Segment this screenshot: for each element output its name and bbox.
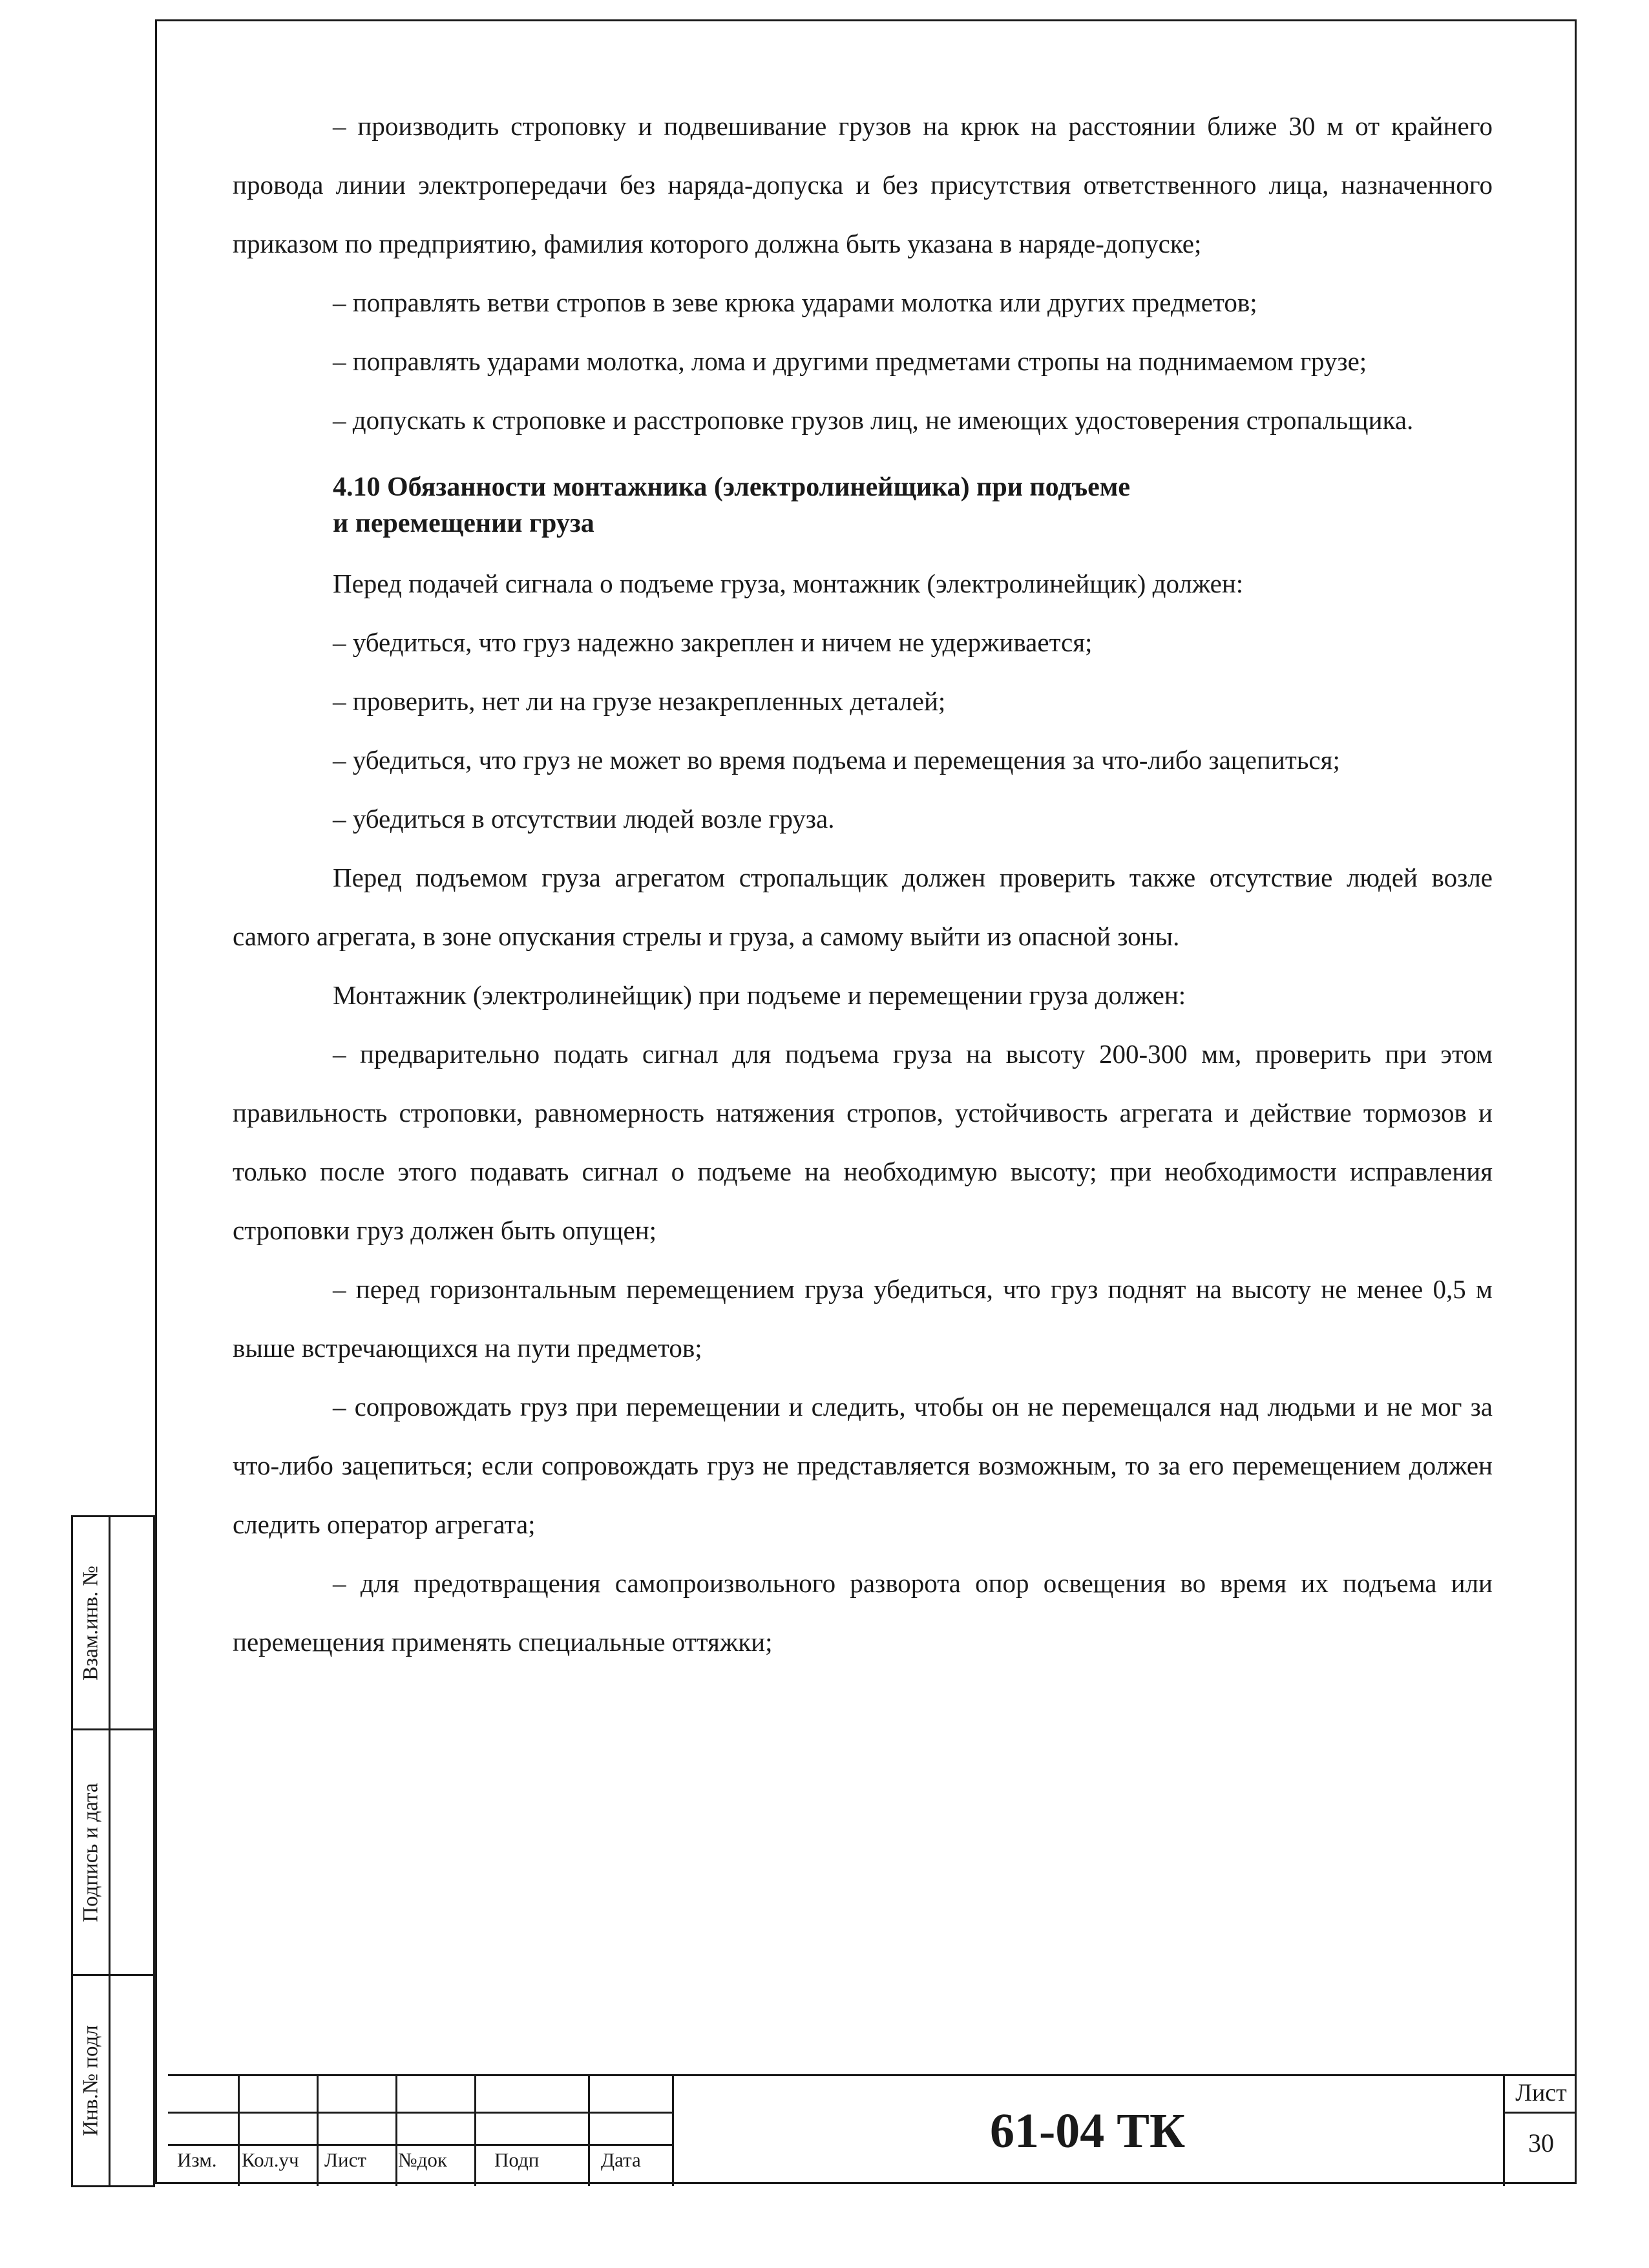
side-label-vzam: Взам.инв. № [79,1565,102,1681]
stamp-podp: Подп [494,2148,540,2171]
paragraph: – поправлять ветви стропов в зеве крюка ударами молотка или других предметов; [333,288,1257,317]
side-stamp [71,1515,155,2187]
paragraph: – поправлять ударами молотка, лома и другими предметами стропы на поднимаемом грузе; [333,346,1367,376]
paragraph: – убедиться, что груз не может во время подъема и перемещения за что-либо зацепиться; [333,745,1340,775]
stamp-ndok: №док [398,2148,447,2171]
paragraph: – производить строповку и подвешивание грузов на крюк на расстоянии ближе 30 м от крайнего провода линии электропередачи без наряда-допуска и без присутствия ответственного лица, назначенного приказом по предприятию, фамилия которого должна быть указана в наряде-допуске; [233,111,1493,258]
document-code: 61-04 ТК [989,2103,1186,2158]
side-label-podpis: Подпись и дата [79,1782,102,1922]
paragraph: – убедиться, что груз надежно закреплен и ничем не удерживается; [333,627,1093,657]
side-cell-podpis [73,1730,153,1976]
paragraph: Монтажник (электролинейщик) при подъеме и перемещении груза должен: [333,980,1186,1010]
section-heading-line: и перемещении груза [333,509,594,538]
paragraph: Перед подъемом груза агрегатом стропальщик должен проверить также отсутствие людей возле самого агрегата, в зоне опускания стрелы и груза, а самому выйти из опасной зоны. [233,863,1493,951]
title-block [168,2074,1577,2184]
paragraph: Перед подачей сигнала о подъеме груза, монтажник (электролинейщик) должен: [333,569,1244,598]
section-heading-line: 4.10 Обязанности монтажника (электролинейщика) при подъеме [333,472,1131,502]
paragraph: – убедиться в отсутствии людей возле груза. [333,804,835,834]
stamp-data: Дата [601,2148,641,2171]
stamp-izm: Изм. [177,2148,217,2171]
paragraph: – сопровождать груз при перемещении и следить, чтобы он не перемещался над людьми и не мог за что-либо зацепиться; если сопровождать груз не представляется возможным, то за его перемещением должен следить оператор агрегата; [233,1392,1493,1539]
side-label-inv: Инв.№ подл [79,2025,102,2136]
document-body [233,97,1493,1672]
sheet-label: Лист [1515,2079,1567,2106]
paragraph: – для предотвращения самопроизвольного разворота опор освещения во время их подъема или перемещения применять специальные оттяжки; [233,1568,1493,1657]
stamp-list: Лист [324,2148,366,2171]
stamp-kol: Кол.уч [242,2148,299,2171]
paragraph: – перед горизонтальным перемещением груза убедиться, что груз поднят на высоту не менее 0,5 м выше встречающихся на пути предметов; [233,1274,1493,1363]
section-heading [333,469,1493,541]
side-cell-inv [73,1976,153,2185]
paragraph: – допускать к строповке и расстроповке грузов лиц, не имеющих удостоверения стропальщика. [333,405,1414,435]
paragraph: – проверить, нет ли на грузе незакрепленных деталей; [333,686,946,716]
sheet-number: 30 [1528,2128,1554,2158]
paragraph: – предварительно подать сигнал для подъема груза на высоту 200-300 мм, проверить при этом правильность строповки, равномерность натяжения стропов, устойчивость агрегата и действие тормозов и только после этого подавать сигнал о подъеме на необходимую высоту; при необходимости исправления строповки груз должен быть опущен; [233,1039,1493,1245]
side-cell-vzam [73,1517,153,1730]
